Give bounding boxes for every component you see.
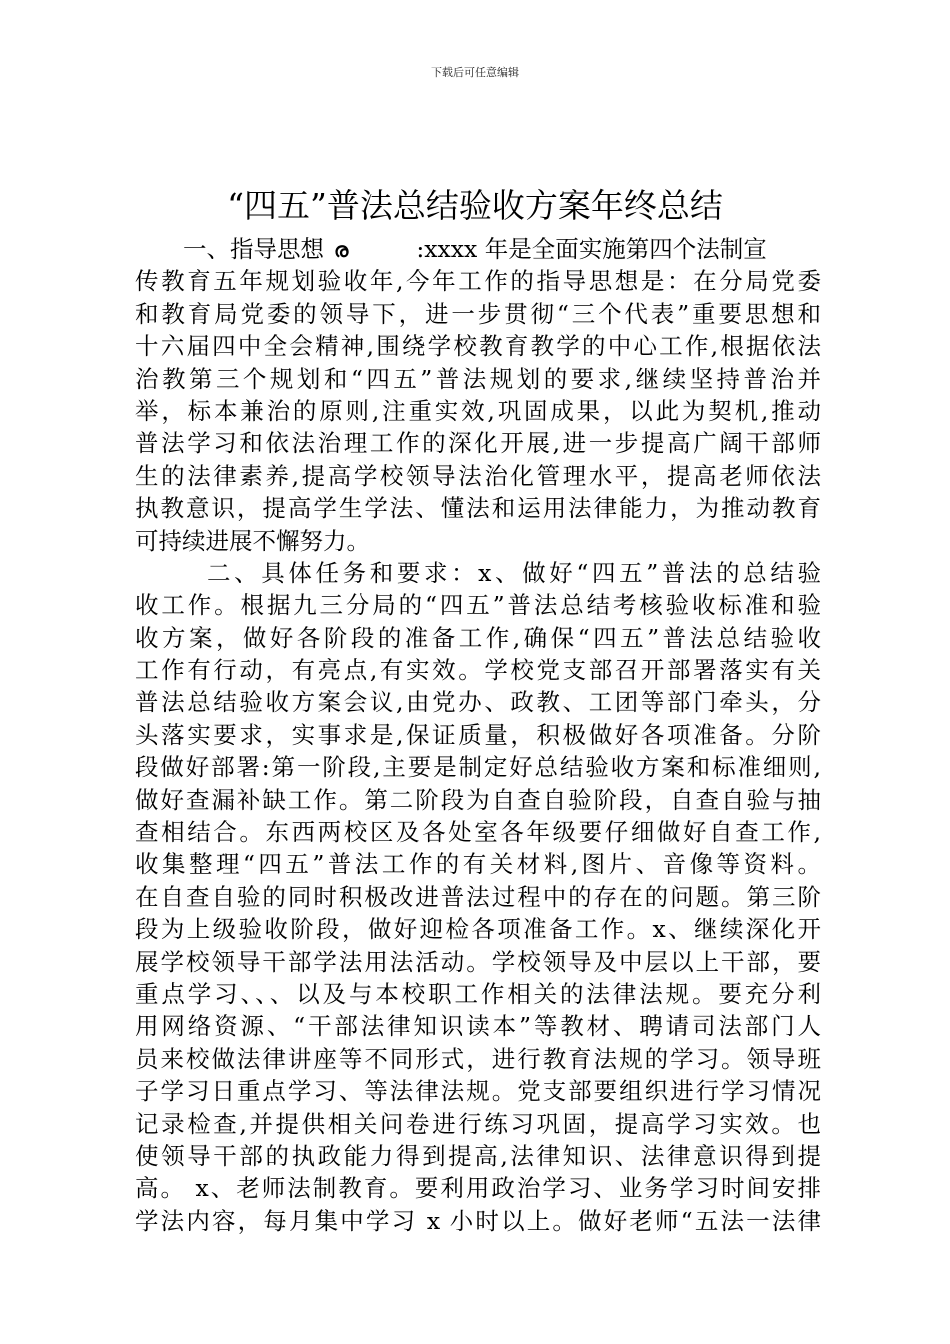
paragraph-line: 展学校领导干部学法用法活动。学校领导及中层以上干部，要 (135, 947, 821, 976)
section-two-first-line: 二、具体任务和要求：x、做好“四五”普法的总结验 (207, 558, 821, 587)
paragraph-line: 治教第三个规划和“四五”普法规划的要求,继续坚持普治并 (135, 364, 821, 393)
paragraph-line: 学法内容，每月集中学习 x 小时以上。做好老师“五法一法律 (135, 1206, 821, 1235)
paragraph-line: 工作有行动，有亮点,有实效。学校党支部召开部署落实有关 (135, 656, 821, 685)
paragraph-line: 段做好部署:第一阶段,主要是制定好总结验收方案和标准细则, (135, 753, 821, 782)
inline-mark-icon: ര (334, 238, 349, 262)
paragraph-line: 收工作。根据九三分局的“四五”普法总结考核验收标准和验 (135, 591, 821, 620)
paragraph-line: 记录检查,并提供相关问卷进行练习巩固，提高学习实效。也 (135, 1109, 821, 1138)
section-one-first-text: :xxxx 年是全面实施第四个法制宣 (416, 235, 767, 263)
paragraph-line: 生的法律素养,提高学校领导法治化管理水平，提高老师依法 (135, 461, 821, 490)
paragraph-line: 和教育局党委的领导下，进一步贯彻“三个代表”重要思想和 (135, 299, 821, 328)
paragraph-line: 可持续进展不懈努力。 (135, 526, 370, 555)
paragraph-line: 员来校做法律讲座等不同形式，进行教育法规的学习。领导班 (135, 1044, 821, 1073)
paragraph-line: 收集整理“四五”普法工作的有关材料,图片、音像等资料。 (135, 850, 821, 879)
section-one-heading: 一、指导思想 (183, 235, 324, 263)
paragraph-line: 普法总结验收方案会议,由党办、政教、工团等部门牵头，分 (135, 688, 821, 717)
paragraph-line: 传教育五年规划验收年,今年工作的指导思想是：在分局党委 (135, 267, 821, 296)
paragraph-line: 用网络资源、“干部法律知识读本”等教材、聘请司法部门人 (135, 1012, 821, 1041)
paragraph-line: 查相结合。东西两校区及各处室各年级要仔细做好自查工作, (135, 818, 821, 847)
section-one-first-line (135, 233, 821, 265)
paragraph-line: 收方案，做好各阶段的准备工作,确保“四五”普法总结验收 (135, 623, 821, 652)
paragraph-line: 执教意识，提高学生学法、懂法和运用法律能力，为推动教育 (135, 494, 821, 523)
paragraph-line: 举，标本兼治的原则,注重实效,巩固成果，以此为契机,推动 (135, 396, 821, 425)
paragraph-line: 头落实要求，实事求是,保证质量，积极做好各项准备。分阶 (135, 720, 821, 749)
page-title: “四五”普法总结验收方案年终总结 (227, 186, 723, 225)
header-note: 下载后可任意编辑 (431, 66, 519, 79)
paragraph-line: 在自查自验的同时积极改进普法过程中的存在的问题。第三阶 (135, 882, 821, 911)
paragraph-line: 段为上级验收阶段，做好迎检各项准备工作。x、继续深化开 (135, 915, 821, 944)
paragraph-line: 做好查漏补缺工作。第二阶段为自查自验阶段，自查自验与抽 (135, 785, 821, 814)
paragraph-line: 使领导干部的执政能力得到提高,法律知识、法律意识得到提 (135, 1141, 821, 1170)
paragraph-line: 普法学习和依法治理工作的深化开展,进一步提高广阔干部师 (135, 429, 821, 458)
paragraph-line: 重点学习、、、以及与本校职工作相关的法律法规。要充分利 (135, 979, 821, 1008)
paragraph-line: 高。 x、老师法制教育。要利用政治学习、业务学习时间安排 (135, 1174, 821, 1203)
paragraph-line: 子学习日重点学习、等法律法规。党支部要组织进行学习情况 (135, 1077, 821, 1106)
body-text (135, 233, 821, 1237)
paragraph-line: 十六届四中全会精神,围绕学校教育教学的中心工作,根据依法 (135, 332, 821, 361)
